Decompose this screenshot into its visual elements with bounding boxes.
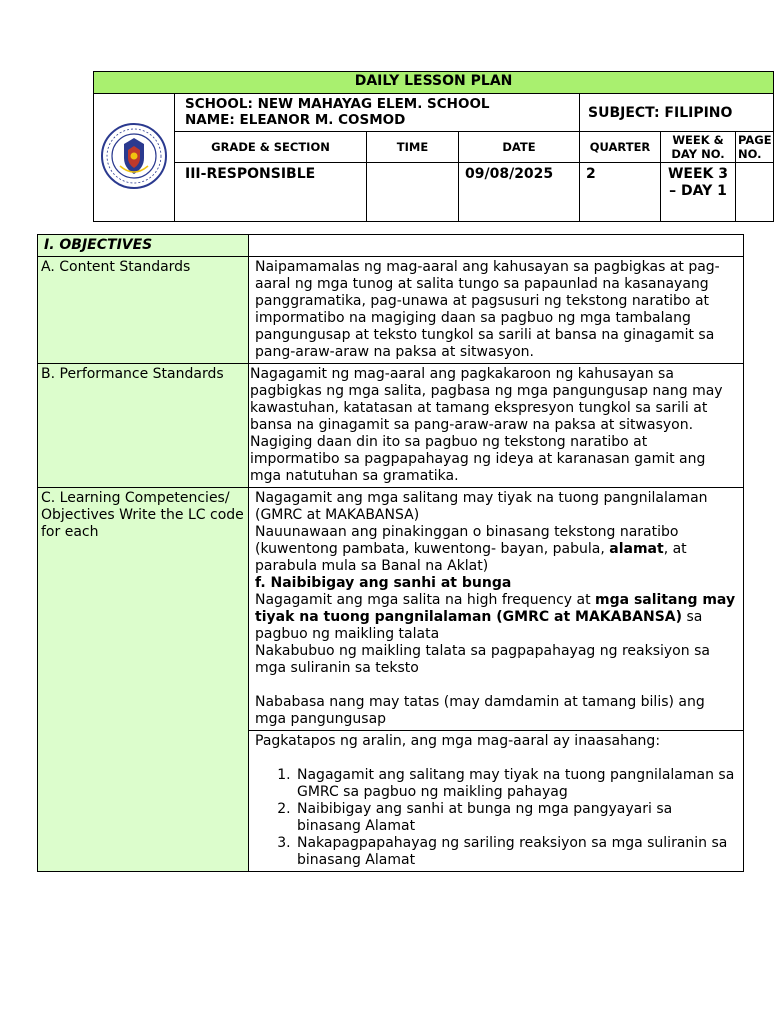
- content-standards-label: A. Content Standards: [38, 257, 249, 364]
- performance-standards-label: B. Performance Standards: [38, 364, 249, 488]
- page-no-value: [736, 163, 774, 222]
- col-week-day: WEEK & DAY NO.: [661, 132, 736, 163]
- performance-standards-text: Nagagamit ng mag-aaral ang pagkakaroon ng kahusayan sa pagbigkas ng mga salita, pagbasa ng mga pangungusap nang may kawastuhan, katatasan at tamang ekspresyon tungkol sa sarili at bansa na ginagamit sa pang-araw-araw na paksa at sitwasyon. Nagiging daan din ito sa pagbuo ng tekstong naratibo at impormatibo sa pagpapahayag ng ideya at karanasan gamit ang mga natutuhan sa gramatika.: [249, 364, 744, 488]
- content-standards-text: Naipamamalas ng mag-aaral ang kahusayan sa pagbigkas at pag-aaral ng mga tunog at salita tungo sa papaunlad na kasanayang panggramatika, pag-unawa at pagsusuri ng tekstong naratibo at impormatibo na magiging daan sa pagbuo ng mga tambalang pangungusap at teksto tungkol sa sarili at bansa na ginagamit sa pang-araw-araw na paksa at sitwasyon.: [249, 257, 744, 364]
- grade-section-value: III-RESPONSIBLE: [175, 163, 367, 222]
- lc-paragraph-4: Nagagamit ang mga salita na high frequency at mga salitang may tiyak na tuong pangnilalaman (GMRC at MAKABANSA) sa: [255, 592, 736, 625]
- learning-competencies-text: [249, 488, 744, 731]
- list-item: 3. Nakapagpapahayag ng sariling reaksiyon sa mga suliranin sa binasang Alamat: [295, 835, 740, 869]
- objectives-heading-blank: [249, 235, 744, 257]
- col-date: DATE: [459, 132, 580, 163]
- teacher-name: NAME: ELEANOR M. COSMOD: [185, 112, 406, 128]
- objectives-table: [37, 234, 744, 872]
- col-page-no: PAGE NO.: [736, 132, 774, 163]
- lc-paragraph-5: pagbuo ng maikling talata: [255, 626, 440, 642]
- subject: SUBJECT: FILIPINO: [580, 94, 774, 132]
- lc-paragraph-6: Nakabubuo ng maikling talata sa pagpapahayag ng reaksiyon sa mga suliranin sa teksto: [255, 643, 710, 676]
- col-quarter: QUARTER: [580, 132, 661, 163]
- time-value: [367, 163, 459, 222]
- list-item: 2. Naibibigay ang sanhi at bunga ng mga pangyayari sa binasang Alamat: [295, 801, 740, 835]
- logo-cell: [94, 94, 175, 222]
- objectives-heading: I. OBJECTIVES: [38, 235, 249, 257]
- lc-paragraph-1: Nagagamit ang mga salitang may tiyak na tuong pangnilalaman (GMRC at MAKABANSA): [255, 490, 708, 523]
- col-time: TIME: [367, 132, 459, 163]
- lesson-objectives-intro: Pagkatapos ng aralin, ang mga mag-aaral ay inaasahang:: [255, 733, 661, 749]
- lesson-objectives-list-cell: [249, 731, 744, 872]
- lc-paragraph-7: Nababasa nang may tatas (may damdamin at tamang bilis) ang mga pangungusap: [255, 694, 705, 727]
- week-day-value: WEEK 3 – DAY 1: [661, 163, 736, 222]
- document-title: DAILY LESSON PLAN: [94, 72, 774, 94]
- quarter-value: 2: [580, 163, 661, 222]
- lesson-plan-header: [93, 71, 774, 222]
- learning-competencies-label: C. Learning Competencies/ Objectives Write the LC code for each: [38, 488, 249, 872]
- school-name-cell: [175, 94, 580, 132]
- list-item: 1. Nagagamit ang salitang may tiyak na tuong pangnilalaman sa GMRC sa pagbuo ng maikling pahayag: [295, 767, 740, 801]
- col-grade-section: GRADE & SECTION: [175, 132, 367, 163]
- lc-paragraph-2: Nauunawaan ang pinakinggan o binasang tekstong naratibo (kuwentong pambata, kuwentong- bayan, pabula, alamat, at parabula mula sa Banal na Aklat): [255, 524, 687, 574]
- school-name: SCHOOL: NEW MAHAYAG ELEM. SCHOOL: [185, 96, 490, 112]
- lc-paragraph-3: f. Naibibigay ang sanhi at bunga: [255, 575, 512, 591]
- lesson-objectives-list: [255, 767, 740, 869]
- deped-seal-icon: [100, 122, 168, 190]
- date-value: 09/08/2025: [459, 163, 580, 222]
